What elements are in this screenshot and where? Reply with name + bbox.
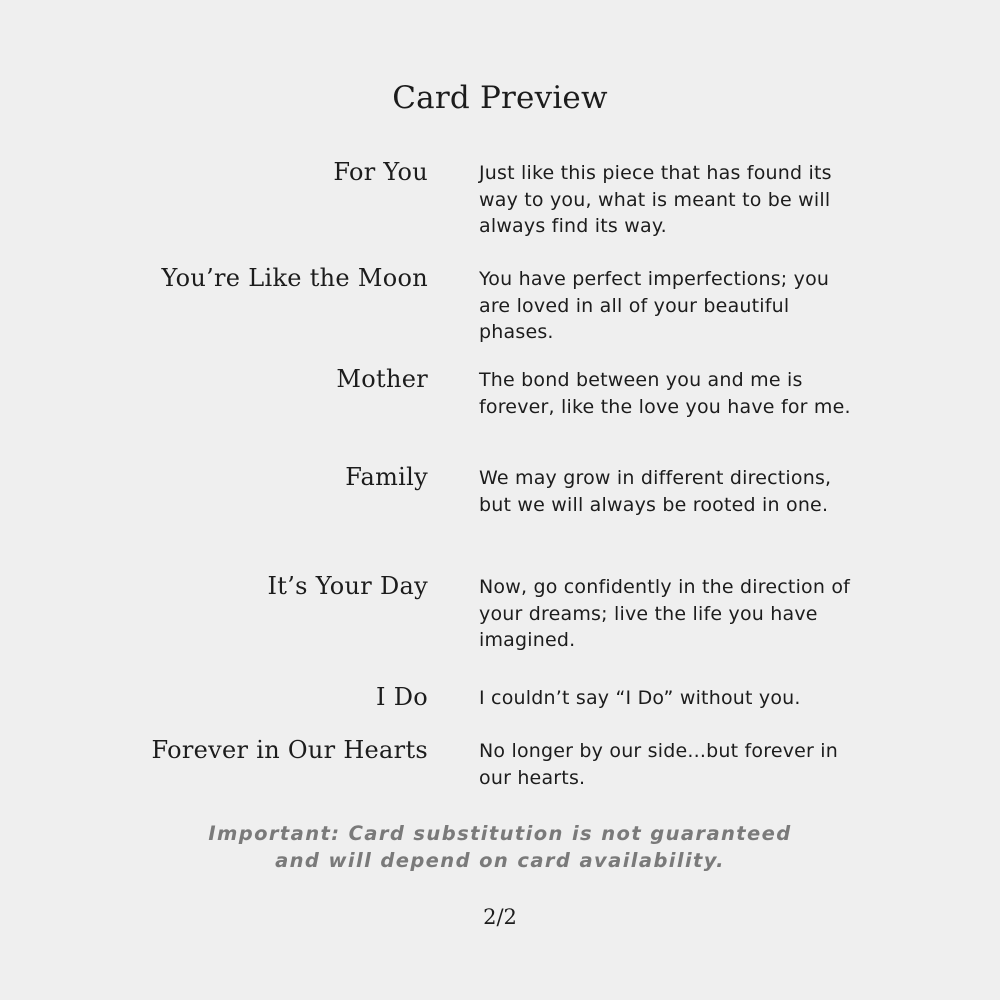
card-name: For You [333, 158, 428, 186]
note-line-2: and will depend on card availability. [275, 848, 725, 872]
card-message: Just like this piece that has found its way to you, what is meant to be will always find its way. [479, 162, 832, 237]
page-indicator: 2/2 [483, 905, 517, 929]
card-message: No longer by our side...but forever in our hearts. [479, 740, 839, 789]
card-name: Family [345, 463, 428, 491]
availability-note [0, 821, 1000, 874]
card-message: I couldn’t say “I Do” without you. [479, 687, 801, 709]
card-name: You’re Like the Moon [161, 264, 428, 292]
page-title: Card Preview [392, 80, 608, 116]
card-name: I Do [375, 683, 428, 711]
card-name: Forever in Our Hearts [151, 736, 428, 764]
card-message: Now, go confidently in the direction of your dreams; live the life you have imagined. [479, 576, 851, 651]
card-message: The bond between you and me is forever, like the love you have for me. [479, 369, 851, 418]
card-name: Mother [336, 365, 428, 393]
note-line-1: Important: Card substitution is not guaranteed [208, 822, 792, 845]
card-message: We may grow in different directions, but we will always be rooted in one. [479, 467, 832, 516]
card-message: You have perfect imperfections; you are loved in all of your beautiful phases. [479, 268, 830, 343]
card-name: It’s Your Day [267, 572, 428, 600]
